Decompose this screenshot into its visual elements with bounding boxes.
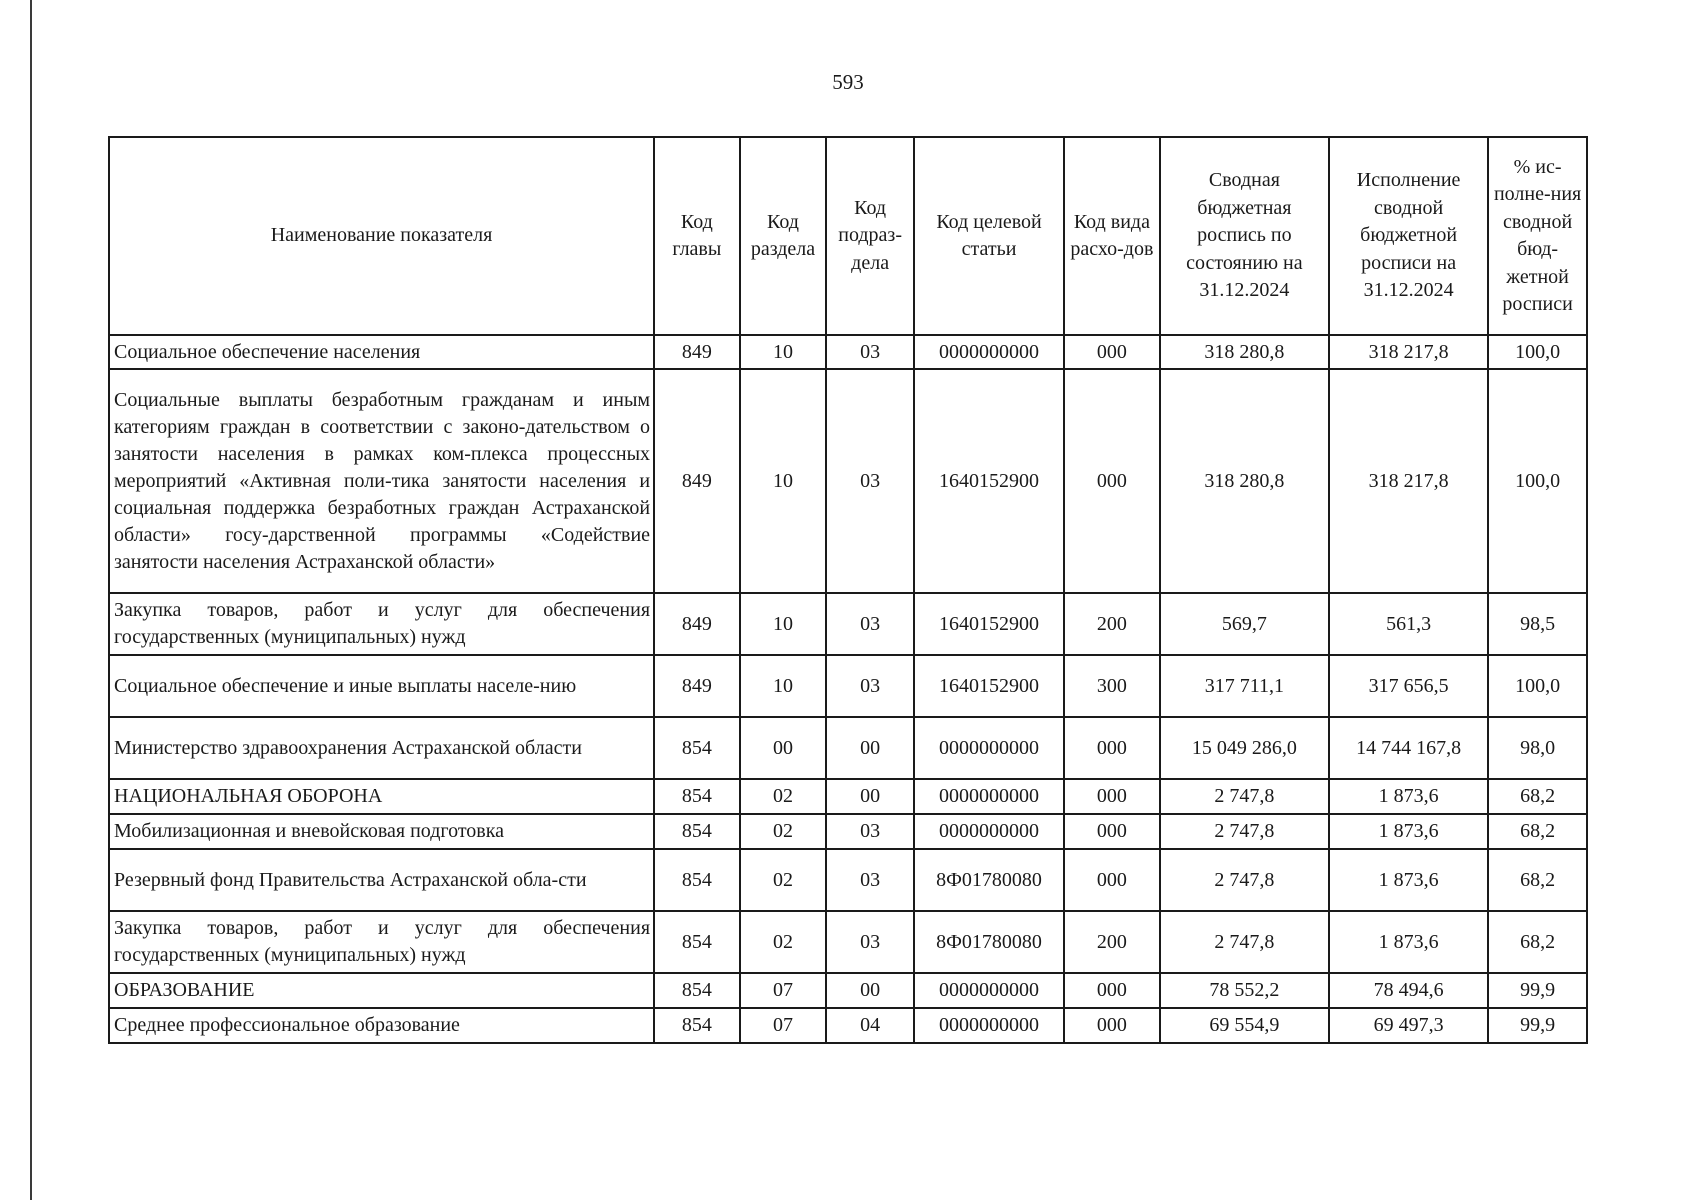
- row-kod-podrazdela: 03: [826, 593, 914, 655]
- row-kod-razdela: 02: [740, 849, 827, 911]
- row-percent: 99,9: [1488, 1008, 1587, 1043]
- table-row: [109, 335, 1587, 369]
- row-kod-vida: 300: [1064, 655, 1160, 717]
- row-kod-vida: 000: [1064, 779, 1160, 814]
- row-kod-statyi: 0000000000: [914, 973, 1064, 1008]
- row-kod-razdela: 02: [740, 814, 827, 849]
- row-ispolnenie: 1 873,6: [1329, 779, 1488, 814]
- row-rospis: 2 747,8: [1160, 814, 1329, 849]
- table-row: [109, 911, 1587, 973]
- row-kod-glavy: 849: [654, 655, 740, 717]
- row-percent: 68,2: [1488, 911, 1587, 973]
- table-row: [109, 593, 1587, 655]
- row-kod-vida: 000: [1064, 849, 1160, 911]
- row-kod-statyi: 1640152900: [914, 593, 1064, 655]
- header-percent: % ис-полне-ния сводной бюд-жетной росписи: [1488, 137, 1587, 335]
- budget-table: [108, 136, 1588, 1044]
- row-kod-vida: 000: [1064, 973, 1160, 1008]
- row-kod-podrazdela: 03: [826, 369, 914, 593]
- row-ispolnenie: 69 497,3: [1329, 1008, 1488, 1043]
- row-kod-statyi: 0000000000: [914, 779, 1064, 814]
- header-name: Наименование показателя: [109, 137, 654, 335]
- row-name: Закупка товаров, работ и услуг для обеспечения государственных (муниципальных) нужд: [109, 911, 654, 973]
- row-kod-statyi: 8Ф01780080: [914, 911, 1064, 973]
- row-name: Социальные выплаты безработным гражданам и иным категориям граждан в соответствии с законо-дательством о занятости населения в рамках ком-плекса процессных мероприятий «Активная поли-тика занятости населения и социальная поддержка безработных граждан Астраханской области» госу-дарственной программы «Содействие занятости населения Астраханской области»: [109, 369, 654, 593]
- row-kod-statyi: 1640152900: [914, 655, 1064, 717]
- row-kod-razdela: 02: [740, 911, 827, 973]
- row-rospis: 2 747,8: [1160, 849, 1329, 911]
- row-name: Социальное обеспечение и иные выплаты населе-нию: [109, 655, 654, 717]
- row-kod-glavy: 854: [654, 717, 740, 779]
- row-percent: 100,0: [1488, 335, 1587, 369]
- table-row: [109, 717, 1587, 779]
- row-kod-razdela: 10: [740, 369, 827, 593]
- row-rospis: 2 747,8: [1160, 779, 1329, 814]
- row-kod-vida: 000: [1064, 335, 1160, 369]
- row-percent: 68,2: [1488, 849, 1587, 911]
- row-name: Мобилизационная и вневойсковая подготовка: [109, 814, 654, 849]
- header-kod-statyi: Код целевой статьи: [914, 137, 1064, 335]
- row-percent: 98,5: [1488, 593, 1587, 655]
- table-header-row: [109, 137, 1587, 335]
- row-percent: 68,2: [1488, 814, 1587, 849]
- row-kod-glavy: 849: [654, 593, 740, 655]
- row-kod-vida: 000: [1064, 369, 1160, 593]
- row-name: Министерство здравоохранения Астраханской области: [109, 717, 654, 779]
- row-kod-statyi: 8Ф01780080: [914, 849, 1064, 911]
- row-ispolnenie: 1 873,6: [1329, 814, 1488, 849]
- row-name: ОБРАЗОВАНИЕ: [109, 973, 654, 1008]
- table-row: [109, 779, 1587, 814]
- header-kod-podrazdela: Код подраз-дела: [826, 137, 914, 335]
- table-row: [109, 973, 1587, 1008]
- row-kod-podrazdela: 00: [826, 973, 914, 1008]
- row-rospis: 15 049 286,0: [1160, 717, 1329, 779]
- row-kod-vida: 000: [1064, 814, 1160, 849]
- row-kod-vida: 000: [1064, 1008, 1160, 1043]
- row-ispolnenie: 318 217,8: [1329, 369, 1488, 593]
- row-rospis: 318 280,8: [1160, 369, 1329, 593]
- row-kod-glavy: 849: [654, 335, 740, 369]
- row-kod-razdela: 10: [740, 655, 827, 717]
- row-kod-podrazdela: 03: [826, 655, 914, 717]
- row-rospis: 569,7: [1160, 593, 1329, 655]
- row-ispolnenie: 317 656,5: [1329, 655, 1488, 717]
- row-name: Среднее профессиональное образование: [109, 1008, 654, 1043]
- row-rospis: 78 552,2: [1160, 973, 1329, 1008]
- row-percent: 98,0: [1488, 717, 1587, 779]
- row-kod-podrazdela: 03: [826, 849, 914, 911]
- row-kod-razdela: 07: [740, 973, 827, 1008]
- row-name: Социальное обеспечение населения: [109, 335, 654, 369]
- scan-edge-line: [30, 0, 32, 1200]
- row-rospis: 69 554,9: [1160, 1008, 1329, 1043]
- row-kod-glavy: 854: [654, 779, 740, 814]
- row-rospis: 317 711,1: [1160, 655, 1329, 717]
- row-kod-vida: 200: [1064, 911, 1160, 973]
- row-kod-statyi: 0000000000: [914, 1008, 1064, 1043]
- table-row: [109, 369, 1587, 593]
- row-ispolnenie: 318 217,8: [1329, 335, 1488, 369]
- row-kod-podrazdela: 03: [826, 814, 914, 849]
- row-kod-statyi: 0000000000: [914, 717, 1064, 779]
- header-kod-vida: Код вида расхо-дов: [1064, 137, 1160, 335]
- row-kod-razdela: 10: [740, 593, 827, 655]
- row-kod-statyi: 0000000000: [914, 335, 1064, 369]
- header-ispolnenie: Исполнение сводной бюджетной росписи на 31.12.2024: [1329, 137, 1488, 335]
- row-name: Резервный фонд Правительства Астраханской обла-сти: [109, 849, 654, 911]
- row-kod-razdela: 07: [740, 1008, 827, 1043]
- table-row: [109, 849, 1587, 911]
- row-percent: 99,9: [1488, 973, 1587, 1008]
- row-ispolnenie: 561,3: [1329, 593, 1488, 655]
- table-row: [109, 1008, 1587, 1043]
- row-kod-glavy: 854: [654, 814, 740, 849]
- row-kod-razdela: 02: [740, 779, 827, 814]
- row-kod-podrazdela: 03: [826, 911, 914, 973]
- row-kod-glavy: 854: [654, 849, 740, 911]
- table-row: [109, 655, 1587, 717]
- row-kod-statyi: 1640152900: [914, 369, 1064, 593]
- row-kod-podrazdela: 04: [826, 1008, 914, 1043]
- row-kod-glavy: 854: [654, 911, 740, 973]
- header-rospis: Сводная бюджетная роспись по состоянию на 31.12.2024: [1160, 137, 1329, 335]
- row-kod-statyi: 0000000000: [914, 814, 1064, 849]
- row-rospis: 318 280,8: [1160, 335, 1329, 369]
- table-row: [109, 814, 1587, 849]
- row-kod-vida: 200: [1064, 593, 1160, 655]
- row-percent: 68,2: [1488, 779, 1587, 814]
- row-kod-podrazdela: 00: [826, 717, 914, 779]
- row-name: НАЦИОНАЛЬНАЯ ОБОРОНА: [109, 779, 654, 814]
- row-kod-razdela: 10: [740, 335, 827, 369]
- header-kod-razdela: Код раздела: [740, 137, 827, 335]
- row-percent: 100,0: [1488, 369, 1587, 593]
- row-ispolnenie: 1 873,6: [1329, 849, 1488, 911]
- row-rospis: 2 747,8: [1160, 911, 1329, 973]
- row-percent: 100,0: [1488, 655, 1587, 717]
- page-number: 593: [832, 70, 864, 94]
- row-kod-vida: 000: [1064, 717, 1160, 779]
- row-kod-razdela: 00: [740, 717, 827, 779]
- header-kod-glavy: Код главы: [654, 137, 740, 335]
- row-kod-glavy: 854: [654, 973, 740, 1008]
- row-ispolnenie: 78 494,6: [1329, 973, 1488, 1008]
- row-kod-podrazdela: 00: [826, 779, 914, 814]
- row-ispolnenie: 1 873,6: [1329, 911, 1488, 973]
- row-kod-glavy: 854: [654, 1008, 740, 1043]
- row-kod-podrazdela: 03: [826, 335, 914, 369]
- row-ispolnenie: 14 744 167,8: [1329, 717, 1488, 779]
- row-name: Закупка товаров, работ и услуг для обеспечения государственных (муниципальных) нужд: [109, 593, 654, 655]
- row-kod-glavy: 849: [654, 369, 740, 593]
